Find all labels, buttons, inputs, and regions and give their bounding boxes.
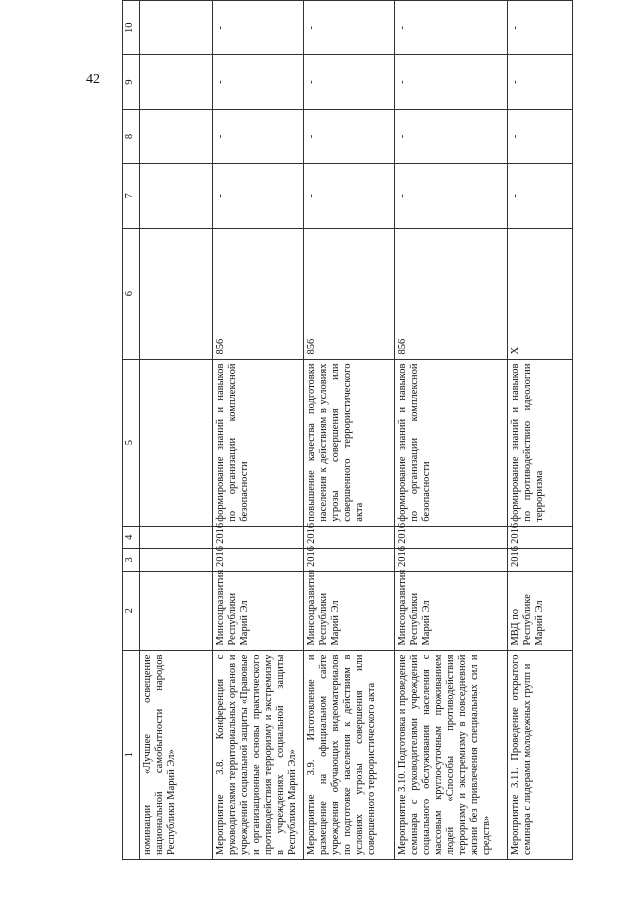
value-9: - — [395, 55, 508, 109]
value-9: - — [304, 55, 395, 109]
value-10: - — [395, 1, 508, 55]
code: Х — [508, 228, 573, 359]
executor: Минсоцразвития Республики Марий Эл — [213, 572, 304, 651]
col-header-10: 10 — [123, 1, 140, 55]
value-7: - — [395, 164, 508, 228]
col-header-5: 5 — [123, 359, 140, 526]
table-row — [395, 1, 508, 860]
end-year: 2016 — [213, 526, 304, 548]
code: 856 — [213, 228, 304, 359]
measure-name: Мероприятие 3.10. Подготовка и проведение семинара с руководителями учреждений социального обслуживания населения с массовым круглосуточным проживанием людей «Способы противодействия терроризму и экстремизму в повседневной жизни без привлечения специальных сил и средств» — [395, 650, 508, 859]
start-year — [140, 548, 213, 571]
table-row — [213, 1, 304, 860]
rotated-table-wrapper — [122, 0, 634, 860]
expected-result: формирование знаний и навыков по организации комплексной безопасности — [395, 359, 508, 526]
executor: Минсоцразвития Республики Марий Эл — [395, 572, 508, 651]
end-year: 2016 — [304, 526, 395, 548]
measure-name: Мероприятие 3.11. Проведение открытого семинара с лидерами молодежных групп и — [508, 650, 573, 859]
value-10: - — [213, 1, 304, 55]
expected-result: формирование знаний и навыков по противодействию идеологии терроризма — [508, 359, 573, 526]
value-8: - — [508, 109, 573, 163]
value-10 — [140, 1, 213, 55]
col-header-2: 2 — [123, 572, 140, 651]
code: 856 — [304, 228, 395, 359]
start-year: 2016 — [304, 548, 395, 571]
col-header-4: 4 — [123, 526, 140, 548]
expected-result — [140, 359, 213, 526]
page-number: 42 — [86, 72, 100, 87]
value-7: - — [508, 164, 573, 228]
expected-result: повышение качества подготовки населения к действиям в условиях угрозы совершения или совершенного террористического акта — [304, 359, 395, 526]
value-10: - — [508, 1, 573, 55]
measure-name: номинации «Лучшее освещение национальной самобытности народов Республики Марий Эл» — [140, 650, 213, 859]
col-header-6: 6 — [123, 228, 140, 359]
value-8: - — [213, 109, 304, 163]
value-9: - — [213, 55, 304, 109]
end-year: 2016 — [395, 526, 508, 548]
end-year: 2016 — [508, 526, 573, 548]
expected-result: формирование знаний и навыков по организации комплексной безопасности — [213, 359, 304, 526]
start-year: 2016 — [508, 548, 573, 571]
value-8: - — [304, 109, 395, 163]
value-9 — [140, 55, 213, 109]
program-table — [122, 0, 573, 860]
value-10: - — [304, 1, 395, 55]
code: 856 — [395, 228, 508, 359]
col-header-1: 1 — [123, 650, 140, 859]
executor: Минсоцразвития Республики Марий Эл — [304, 572, 395, 651]
table-row — [304, 1, 395, 860]
value-7: - — [304, 164, 395, 228]
end-year — [140, 526, 213, 548]
value-8 — [140, 109, 213, 163]
table-row — [508, 1, 573, 860]
code — [140, 228, 213, 359]
executor — [140, 572, 213, 651]
start-year: 2016 — [213, 548, 304, 571]
col-header-8: 8 — [123, 109, 140, 163]
measure-name: Мероприятие 3.8. Конференция с руководителями территориальных органов и учреждений социальной защиты «Правовые и организационные основы практического противодействия терроризму и экстремизму в учреждениях социальной защиты Республики Марий Эл» — [213, 650, 304, 859]
start-year: 2016 — [395, 548, 508, 571]
measure-name: Мероприятие 3.9. Изготовление и размещение на официальном сайте учреждения обучающих видеоматериалов по подготовке населения к действиям в условиях угрозы совершения или совершенного террористического акта — [304, 650, 395, 859]
col-header-9: 9 — [123, 55, 140, 109]
value-8: - — [395, 109, 508, 163]
value-7: - — [213, 164, 304, 228]
col-header-3: 3 — [123, 548, 140, 571]
table-row — [140, 1, 213, 860]
executor: МВД по Республике Марий Эл — [508, 572, 573, 651]
value-9: - — [508, 55, 573, 109]
value-7 — [140, 164, 213, 228]
header-row — [123, 1, 140, 860]
col-header-7: 7 — [123, 164, 140, 228]
